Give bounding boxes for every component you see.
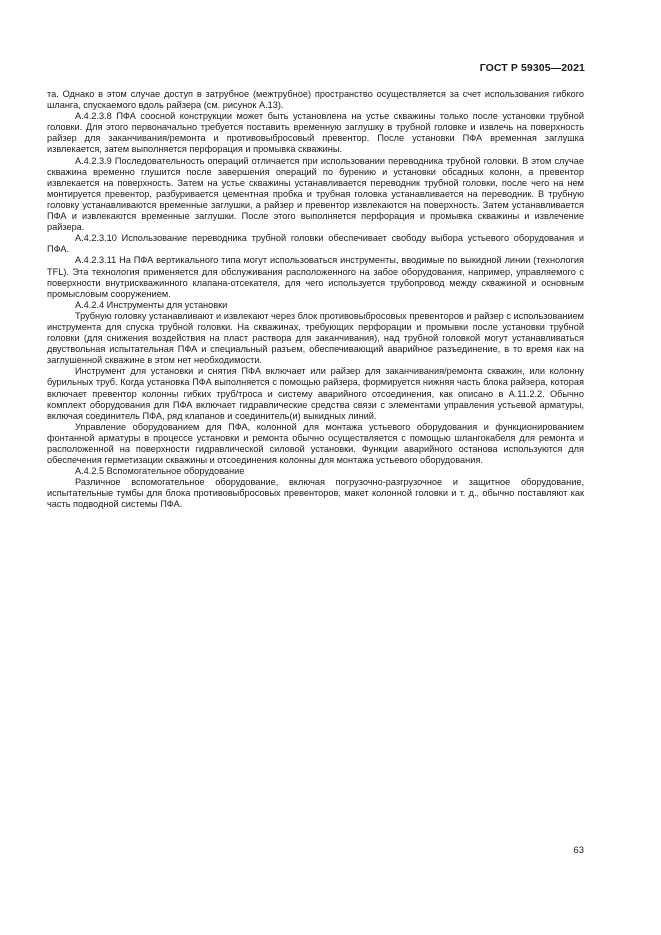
paragraph-a42339: А.4.2.3.9 Последовательность операций отличается при использовании переводника трубной головки. В этом случае скважина временно глушится после завершения операций по бурению и установки обсадных колонн, а превентор извлекается на поверхность. Затем на устье скважины устанавливается переводник трубной головки, после чего на нем монтируется превентор, разбуривается цементная пробка и трубная головка устанавливается на переводник. В трубную головку устанавливаются временные заглушки, а райзер и превентор извлекаются на поверхность. Затем устанавливается ПФА и извлекаются временные заглушки. После этого выполняется перфорация и промывка скважины и извлечение райзера.: [47, 155, 584, 233]
paragraph-tubing-head-install: Трубную головку устанавливают и извлекают через блок противовыбросовых превенторов и райзер с использованием инструмента для спуска трубной головки. На скважинах, требующих перфорации и промывки после установки трубной головки (для снижения воздействия на пласт раствора для заканчивания), над трубной головкой могут устанавливаться двуствольная испытательная ПФА и специальный разъем, обеспечивающий аварийное разъединение, в то время как на заглушенной скважине в этом нет необходимости.: [47, 310, 584, 366]
paragraph-control: Управление оборудованием для ПФА, колонной для монтажа устьевого оборудования и функционированием фонтанной арматуры в процессе установки и ремонта обычно осуществляется с помощью шлангокабеля для ремонта и расположенной на поверхности гидравлической силовой установки. Функции аварийного останова используются для обеспечения герметизации скважины и отсоединения колонны для монтажа устьевого оборудования.: [47, 421, 584, 466]
paragraph-a423311: А.4.2.3.11 На ПФА вертикального типа могут использоваться инструменты, вводимые по выкидной линии (технология TFL). Эта технология применяется для обслуживания расположенного на забое оборудования, например, управляемого с поверхности внутрискважинного клапана-отсекателя, для чего используется трубопровод между скважиной и основным промысловым сооружением.: [47, 255, 584, 299]
paragraph-continuation: та. Однако в этом случае доступ в затрубное (межтрубное) пространство осуществляется за счет использования гибкого шланга, спускаемого вдоль райзера (см. рисунок А.13).: [47, 89, 584, 111]
document-header: ГОСТ Р 59305—2021: [479, 62, 585, 74]
section-heading-a424: А.4.2.4 Инструменты для установки: [75, 299, 228, 310]
paragraph-a423310: А.4.2.3.10 Использование переводника трубной головки обеспечивает свободу выбора устьевого оборудования и ПФА.: [47, 233, 584, 255]
section-heading-a425: А.4.2.5 Вспомогательное оборудование: [75, 466, 245, 477]
paragraph-auxiliary-equipment: Различное вспомогательное оборудование, включая погрузочно-разгрузочное и защитное оборудование, испытательные тумбы для блока противовыбросовых превенторов, макет колонной головки и т. д., обычно поставляют как часть подводной системы ПФА.: [47, 477, 584, 510]
paragraph-install-tools: Инструмент для установки и снятия ПФА включает или райзер для заканчивания/ремонта скважин, или колонну бурильных труб. Когда установка ПФА выполняется с помощью райзера, формируется нижняя часть блока райзера, которая включает превентор колонны гибких труб/троса и систему аварийного отсоединения, как описано в А.11.2.2. Обычно комплект оборудования для ПФА включает гидравлические средства связи с элементами управления устьевой арматуры, включая соединитель ПФА, ряд клапанов и соединитель(и) выкидных линий.: [47, 366, 584, 421]
paragraph-a42338: А.4.2.3.8 ПФА соосной конструкции может быть установлена на устье скважины только после установки трубной головки. Для этого первоначально требуется поставить временную заглушку в трубной головке и извлечь на поверхность райзер для заканчивания/ремонта и противовыбросовый превентор. После установки ПФА временная заглушка извлекается, затем выполняется перфорация и промывка скважины.: [47, 111, 584, 155]
document-body: [47, 89, 584, 511]
page-number: 63: [573, 845, 584, 856]
